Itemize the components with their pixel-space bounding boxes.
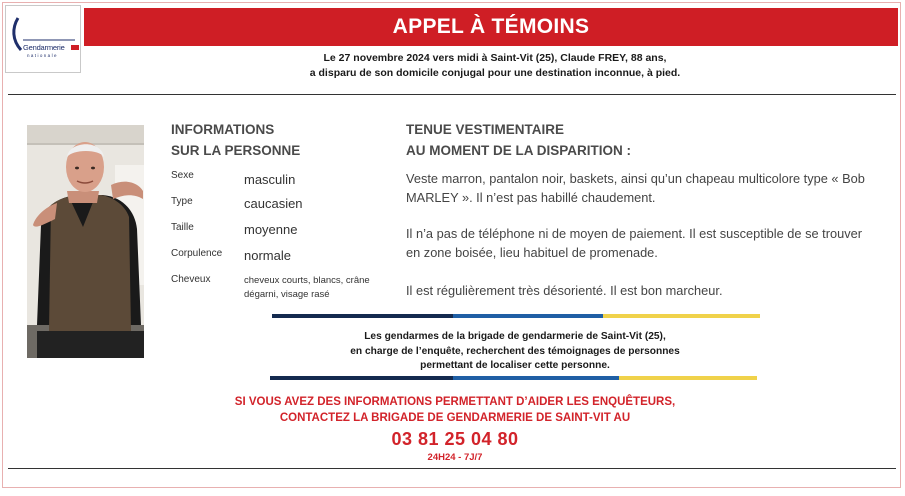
info-label: Sexe: [171, 170, 194, 181]
contact-line-1: SI VOUS AVEZ DES INFORMATIONS PERMETTANT D’AIDER LES ENQUÊTEURS,: [234, 396, 676, 408]
gendarmerie-logo: [5, 5, 81, 73]
intro-line-2: a disparu de son domicile conjugal pour une destination inconnue, à pied.: [309, 67, 681, 79]
logo-subtitle: nationale: [27, 53, 58, 58]
contact-phone-number[interactable]: 03 81 25 04 80: [391, 429, 519, 449]
bottom-divider: [8, 468, 896, 469]
person-info-title-line-1: INFORMATIONS: [171, 122, 275, 137]
situation-paragraph: Il n’a pas de téléphone ni de moyen de paiement. Il est susceptible de se trouver en zone boisée, lieu habituel de promenade.: [406, 226, 862, 260]
contact-line-2: CONTACTEZ LA BRIGADE DE GENDARMERIE DE SAINT-VIT AU: [279, 412, 631, 424]
intro-text: [180, 51, 810, 81]
info-value: caucasien: [244, 196, 303, 211]
tricolor-divider: [272, 314, 760, 318]
investigation-line-1: Les gendarmes de la brigade de gendarmerie de Saint-Vit (25),: [364, 331, 666, 342]
missing-person-photo: [27, 125, 144, 358]
info-label: Cheveux: [171, 274, 211, 285]
clothing-paragraph: Veste marron, pantalon noir, baskets, ainsi qu’un chapeau multicolore type « Bob MARLEY ». Il n’est pas habillé chaudement.: [406, 171, 865, 205]
contact-call-to-action: [160, 394, 750, 426]
intro-line-1: Le 27 novembre 2024 vers midi à Saint-Vit (25), Claude FREY, 88 ans,: [323, 52, 667, 64]
person-info-title: [171, 119, 300, 161]
info-label: Corpulence: [171, 248, 223, 259]
info-label: Type: [171, 196, 193, 207]
title-banner: [84, 8, 898, 46]
page-title: APPEL À TÉMOINS: [392, 15, 590, 38]
investigation-line-2: en charge de l’enquête, recherchent des témoignages de personnes: [350, 345, 680, 357]
logo-name: Gendarmerie: [23, 43, 65, 52]
clothing-title-line-2: AU MOMENT DE LA DISPARITION :: [406, 143, 631, 158]
investigation-line-3: permettant de localiser cette personne.: [420, 360, 610, 371]
clothing-title: [406, 119, 631, 161]
info-value: cheveux courts, blancs, crâne dégarni, visage rasé: [244, 275, 370, 300]
info-value: normale: [244, 248, 291, 263]
person-info-title-line-2: SUR LA PERSONNE: [171, 143, 301, 158]
info-label: Taille: [171, 222, 194, 233]
info-value: moyenne: [244, 222, 298, 237]
clothing-title-line-1: TENUE VESTIMENTAIRE: [406, 122, 565, 137]
tricolor-divider: [270, 376, 757, 380]
contact-hours: 24H24 - 7J/7: [427, 452, 483, 463]
info-value: masculin: [244, 172, 296, 187]
top-divider: [8, 94, 896, 95]
investigation-text: [300, 330, 730, 374]
orientation-paragraph: Il est régulièrement très désorienté. Il est bon marcheur.: [406, 283, 723, 298]
